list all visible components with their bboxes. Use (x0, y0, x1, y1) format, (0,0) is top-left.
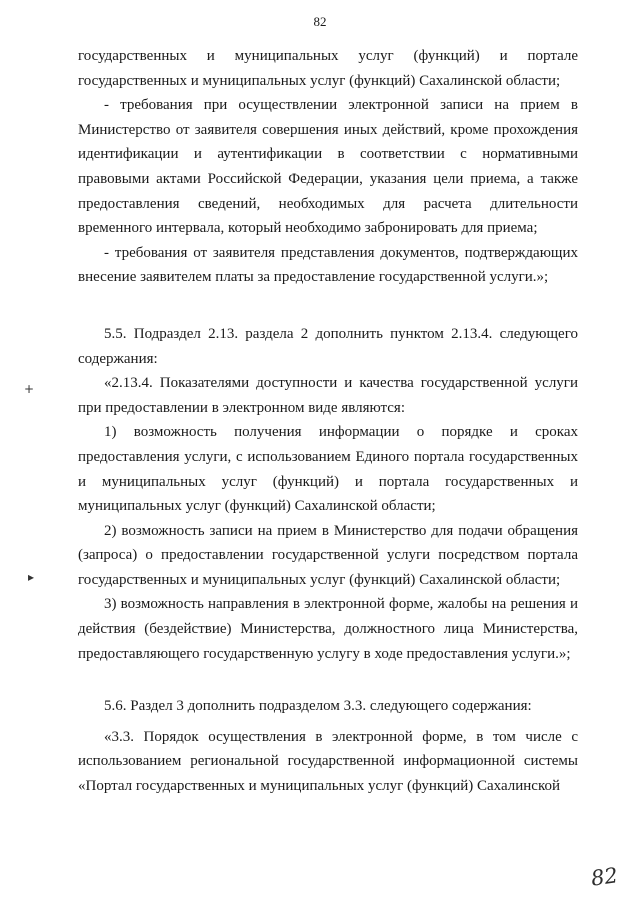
paragraph-list-item-2: 2) возможность записи на прием в Министерство для подачи обращения (запроса) о предоставлении государственной услуги посредством портала государственных и муниципальных услуг (функций) Сахалинской области; (78, 522, 578, 588)
margin-mark: ▸ (28, 570, 35, 584)
paragraph-requirement-electronic-appointment: - требования при осуществлении электронной записи на прием в Министерство от заявителя совершения иных действий, кроме прохождения идентификации и аутентификации в соответствии с нормативными правовыми актами Российской Федерации, указания цели приема, а также предоставления сведений, необходимых для расчета длительности временного интервала, который необходимо забронировать для приема; (78, 97, 578, 237)
page-number: 82 (313, 14, 327, 29)
paragraph-requirement-payment-documents: - требования от заявителя представления документов, подтверждающих внесение заявителем платы за предоставление государственной услуги.»; (78, 244, 578, 286)
paragraph-list-item-3: 3) возможность направления в электронной форме, жалобы на решения и действия (бездействие) Министерства, должностного лица Министерства, предоставляющего государственную услугу в ходе предоставления услуги.»; (78, 596, 578, 662)
paragraph-item-5-5: 5.5. Подраздел 2.13. раздела 2 дополнить пунктом 2.13.4. следующего содержания: (78, 325, 578, 367)
paragraph-section-3-3: «3.3. Порядок осуществления в электронной форме, в том числе с использованием региональной государственной информационной системы «Портал государственных и муниципальных услуг (функций) Сахалинской (78, 728, 578, 795)
handwritten-page-number: 82 (589, 863, 620, 891)
paragraph-clause-2-13-4: «2.13.4. Показателями доступности и качества государственной услуги при предоставлении в электронном виде являются: (78, 375, 578, 416)
paragraph-portal-continuation: государственных и муниципальных услуг (функций) и портале государственных и муниципальных услуг (функций) Сахалинской области; (78, 48, 578, 89)
margin-mark: + (24, 382, 35, 396)
paragraph-item-5-6: 5.6. Раздел 3 дополнить подразделом 3.3. следующего содержания: (104, 698, 532, 715)
paragraph-list-item-1: 1) возможность получения информации о порядке и сроках предоставления услуги, с использованием Единого портала государственных и муниципальных услуг (функций) и портала государственных и муниципальных услуг (функций) Сахалинской области; (78, 424, 578, 515)
document-body (78, 44, 578, 799)
